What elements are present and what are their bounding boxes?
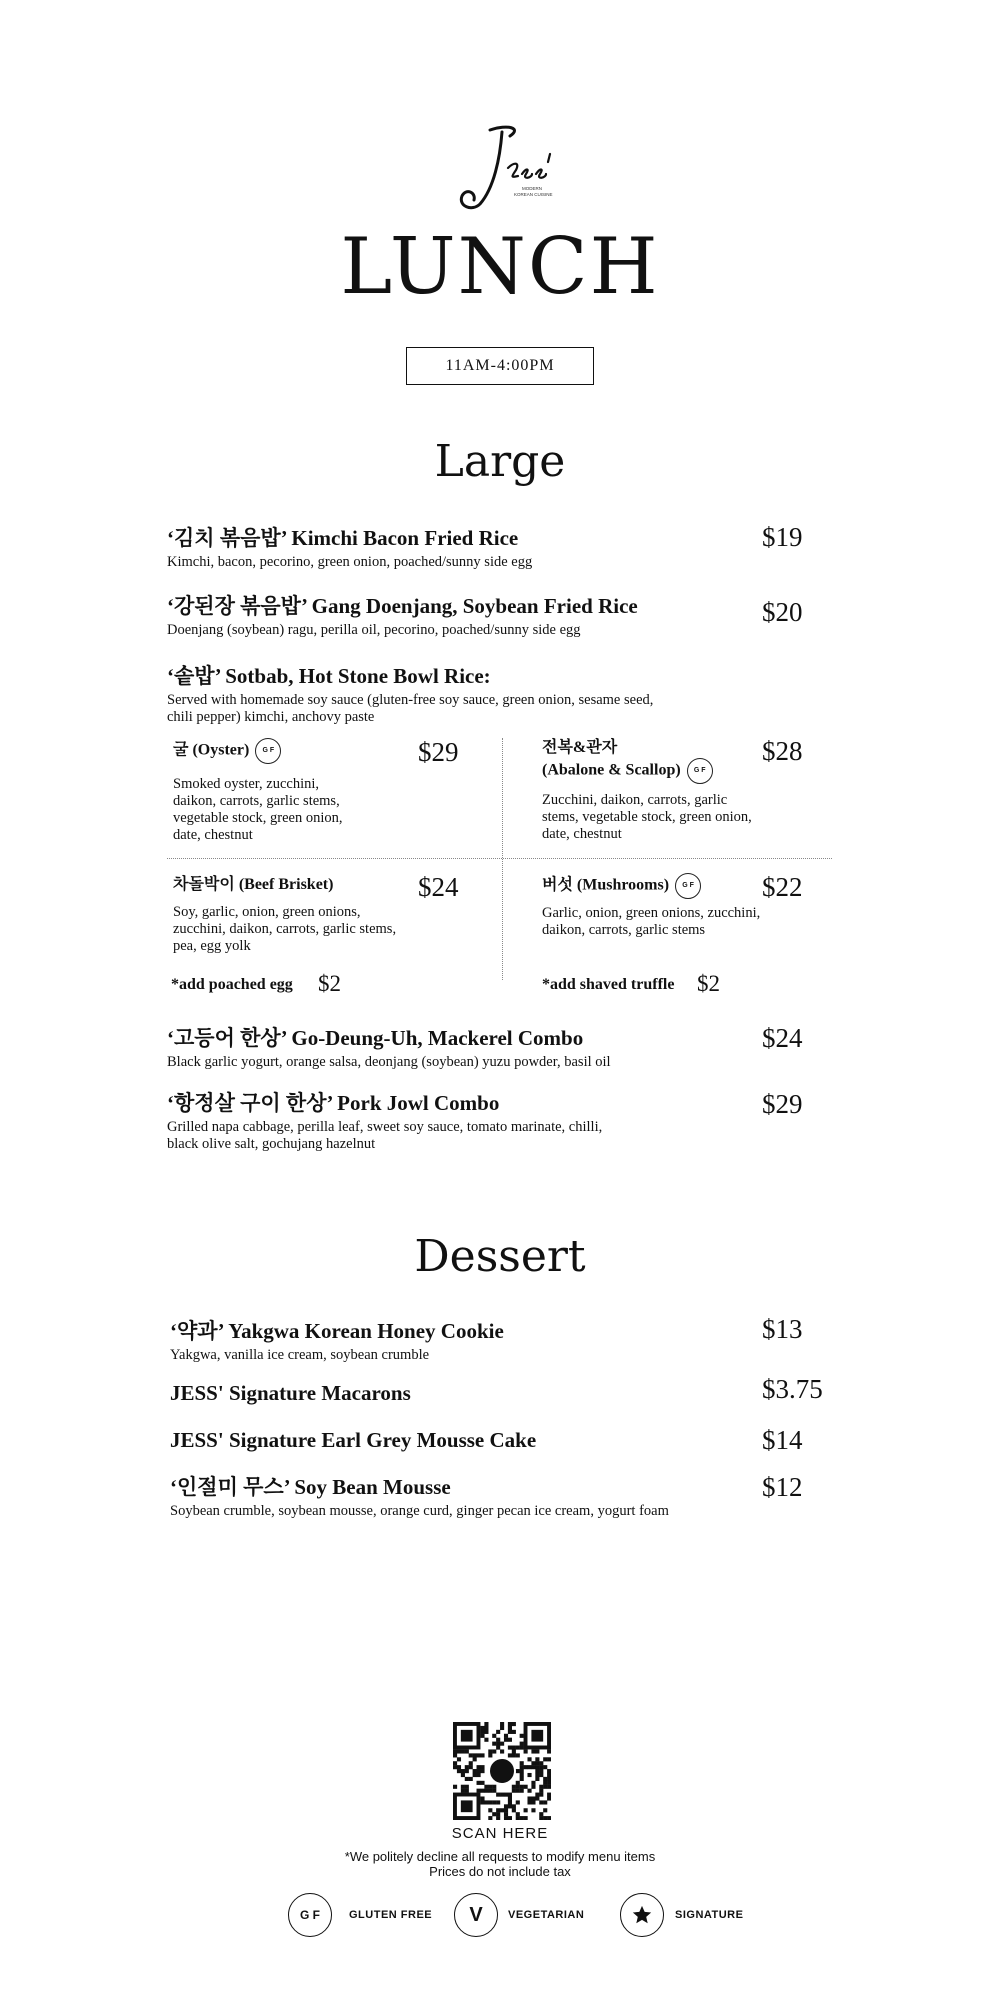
- legend-vegetarian: [454, 1893, 584, 1937]
- qr-code-icon[interactable]: [453, 1722, 551, 1820]
- option-desc-line: date, chestnut: [542, 826, 622, 842]
- item-desc: Black garlic yogurt, orange salsa, deonjang (soybean) yuzu powder, basil oil: [167, 1054, 611, 1070]
- option-price: $28: [762, 736, 803, 766]
- option-desc-line: Soy, garlic, onion, green onions,: [173, 904, 361, 920]
- dessert-item: [170, 1474, 669, 1520]
- option-desc-line: stems, vegetable stock, green onion,: [542, 809, 752, 825]
- section-title-dessert: Dessert: [414, 1231, 586, 1282]
- item-price: $3.75: [762, 1374, 823, 1404]
- star-icon: [620, 1893, 664, 1937]
- item-name: ‘고등어 한상’ Go-Deung-Uh, Mackerel Combo: [167, 1026, 584, 1050]
- option-price: $22: [762, 872, 803, 902]
- item-name: ‘인절미 무스’ Soy Bean Mousse: [170, 1475, 451, 1499]
- addon-price: $2: [697, 971, 720, 996]
- option-price: $29: [418, 737, 459, 767]
- sotbab-option-beef: [173, 875, 396, 955]
- gluten-free-icon: G F: [687, 758, 713, 784]
- option-name: 전복&관자: [542, 739, 618, 756]
- dessert-item: [170, 1318, 504, 1364]
- item-price: $24: [762, 1023, 803, 1053]
- menu-item: [167, 525, 532, 571]
- item-price: $13: [762, 1314, 803, 1344]
- svg-text:MODERN: MODERN: [522, 186, 542, 191]
- logo-script-icon: [450, 118, 560, 218]
- legend-label: GLUTEN FREE: [349, 1909, 433, 1921]
- option-desc-line: vegetable stock, green onion,: [173, 810, 343, 826]
- legend-label: SIGNATURE: [675, 1909, 744, 1921]
- item-desc: Grilled napa cabbage, perilla leaf, sweet soy sauce, tomato marinate, chilli,: [167, 1119, 603, 1135]
- gluten-free-icon: G F: [255, 738, 281, 764]
- svg-text:KOREAN CUISINE: KOREAN CUISINE: [514, 192, 553, 197]
- divider-vertical: [502, 738, 503, 980]
- divider-horizontal: [167, 858, 832, 859]
- modify-note: *We politely decline all requests to modify menu items: [344, 1849, 656, 1864]
- scan-here-label: SCAN HERE: [451, 1825, 549, 1842]
- vegetarian-icon: V: [454, 1893, 498, 1937]
- tax-note: Prices do not include tax: [429, 1864, 571, 1879]
- item-desc: Yakgwa, vanilla ice cream, soybean crumble: [170, 1347, 430, 1363]
- menu-item: [167, 1090, 602, 1153]
- item-name: ‘약과’ Yakgwa Korean Honey Cookie: [170, 1319, 504, 1343]
- legend-signature: [620, 1893, 743, 1937]
- item-name: JESS' Signature Macarons: [170, 1381, 411, 1405]
- item-desc: chili pepper) kimchi, anchovy paste: [167, 709, 375, 725]
- option-name: (Abalone & Scallop): [542, 761, 681, 779]
- item-name: ‘솥밥’ Sotbab, Hot Stone Bowl Rice:: [167, 664, 491, 688]
- option-desc-line: Smoked oyster, zucchini,: [173, 776, 319, 792]
- sotbab-item: [167, 663, 653, 726]
- item-desc: Served with homemade soy sauce (gluten-free soy sauce, green onion, sesame seed,: [167, 692, 654, 708]
- option-desc-line: daikon, carrots, garlic stems: [542, 922, 706, 938]
- addon-label: *add poached egg: [171, 976, 293, 993]
- item-name: ‘강된장 볶음밥’ Gang Doenjang, Soybean Fried Rice: [167, 594, 638, 618]
- option-desc-line: daikon, carrots, garlic stems,: [173, 793, 340, 809]
- option-desc-line: Garlic, onion, green onions, zucchini,: [542, 905, 761, 921]
- option-desc-line: Zucchini, daikon, carrots, garlic: [542, 792, 728, 808]
- qr-code[interactable]: [453, 1722, 551, 1820]
- sotbab-option-oyster: [173, 738, 343, 844]
- item-name: ‘김치 볶음밥’ Kimchi Bacon Fried Rice: [167, 526, 519, 550]
- item-desc: Doenjang (soybean) ragu, perilla oil, pecorino, poached/sunny side egg: [167, 622, 581, 638]
- menu-item: [167, 593, 638, 639]
- option-name: 굴 (Oyster): [173, 741, 250, 759]
- option-name: 버섯 (Mushrooms): [542, 876, 670, 894]
- option-price: $24: [418, 872, 459, 902]
- section-title-large: Large: [434, 436, 566, 487]
- item-name: ‘항정살 구이 한상’ Pork Jowl Combo: [167, 1091, 500, 1115]
- restaurant-logo: [450, 118, 560, 218]
- option-desc-line: pea, egg yolk: [173, 938, 251, 954]
- legend-gluten-free: [288, 1893, 432, 1937]
- item-price: $19: [762, 522, 803, 552]
- item-desc: black olive salt, gochujang hazelnut: [167, 1136, 376, 1152]
- item-price: $14: [762, 1425, 803, 1455]
- sotbab-option-mushrooms: [542, 873, 760, 939]
- addon-label: *add shaved truffle: [542, 976, 675, 993]
- option-name: 차돌박이 (Beef Brisket): [173, 876, 334, 893]
- item-price: $12: [762, 1472, 803, 1502]
- item-name: JESS' Signature Earl Grey Mousse Cake: [170, 1428, 537, 1452]
- menu-item: [167, 1025, 611, 1071]
- item-price: $20: [762, 597, 803, 627]
- addon-price: $2: [318, 971, 341, 996]
- item-desc: Kimchi, bacon, pecorino, green onion, poached/sunny side egg: [167, 554, 533, 570]
- item-desc: Soybean crumble, soybean mousse, orange curd, ginger pecan ice cream, yogurt foam: [170, 1503, 669, 1519]
- gluten-free-icon: G F: [288, 1893, 332, 1937]
- menu-title: LUNCH: [340, 222, 660, 312]
- option-desc-line: zucchini, daikon, carrots, garlic stems,: [173, 921, 397, 937]
- hours-badge: 11AM-4:00PM: [406, 347, 594, 385]
- legend-label: VEGETARIAN: [508, 1909, 585, 1921]
- gluten-free-icon: G F: [675, 873, 701, 899]
- sotbab-option-abalone: [542, 738, 752, 843]
- option-desc-line: date, chestnut: [173, 827, 253, 843]
- item-price: $29: [762, 1089, 803, 1119]
